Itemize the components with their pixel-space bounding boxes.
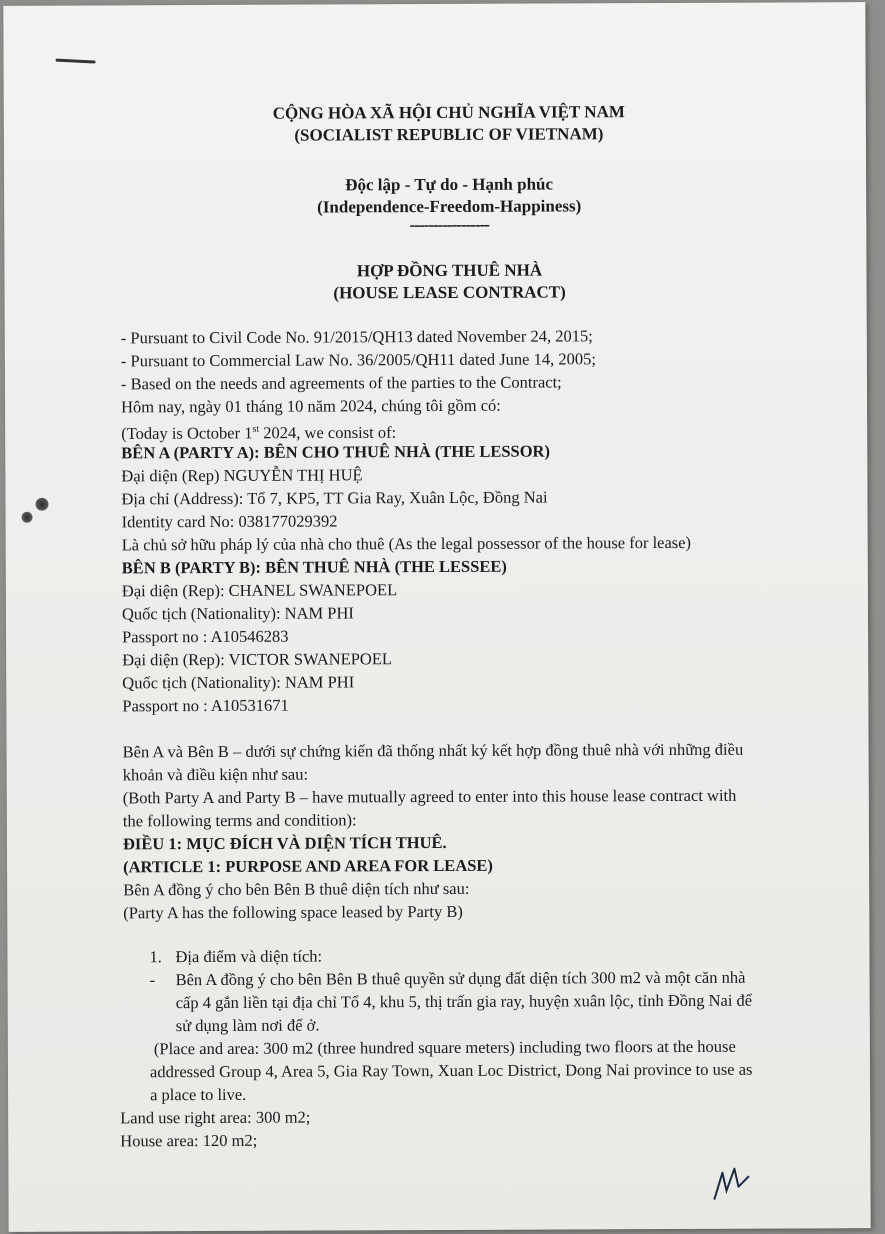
agreement-line: the following terms and condition): xyxy=(122,810,357,831)
today-suffix: 2024, we consist of: xyxy=(259,422,397,443)
article1-intro-en: (Party A has the following space leased by Party B) xyxy=(123,901,463,923)
party-b-rep2: Đại diện (Rep): VICTOR SWANEPOEL xyxy=(122,649,393,670)
bullet-dash: - xyxy=(149,970,156,990)
country-header xyxy=(164,101,735,305)
country-name-en: (SOCIALIST REPUBLIC OF VIETNAM) xyxy=(294,124,604,145)
punch-hole xyxy=(22,512,33,523)
country-name-vi: CỘNG HÒA XÃ HỘI CHỦ NGHĨA VIỆT NAM xyxy=(272,102,625,123)
party-a-heading: BÊN A (PARTY A): BÊN CHO THUÊ NHÀ (THE LESSOR) xyxy=(121,441,550,463)
today-prefix: (Today is October 1 xyxy=(121,423,253,443)
party-a-rep: Đại diện (Rep) NGUYỄN THỊ HUỆ xyxy=(121,465,363,486)
item-label: Địa điểm và diện tích: xyxy=(175,946,323,967)
item-text-en: a place to live. xyxy=(150,1084,247,1105)
party-a-address: Địa chỉ (Address): Tổ 7, KP5, TT Gia Ray, Xuân Lộc, Đồng Nai xyxy=(121,487,548,509)
pen-mark xyxy=(56,59,96,64)
item-text-vi: cấp 4 gắn liền tại địa chỉ Tổ 4, khu 5, thị trấn gia ray, huyện xuân lộc, tỉnh Đồng Nai để xyxy=(175,990,753,1013)
initials-signature xyxy=(708,1161,758,1203)
party-a-possessor: Là chủ sở hữu pháp lý của nhà cho thuê (As the legal possessor of the house for lease) xyxy=(121,532,692,555)
header-divider: ----------------- xyxy=(409,214,489,235)
party-b-rep1: Đại diện (Rep): CHANEL SWANEPOEL xyxy=(121,580,398,601)
preamble-line: - Pursuant to Commercial Law No. 36/2005/QH11 dated June 14, 2005; xyxy=(120,349,596,371)
article1-heading-vi: ĐIỀU 1: MỤC ĐÍCH VÀ DIỆN TÍCH THUÊ. xyxy=(122,832,447,854)
motto-en: (Independence-Freedom-Happiness) xyxy=(317,196,582,217)
party-b-nationality1: Quốc tịch (Nationality): NAM PHI xyxy=(121,603,354,624)
agreement-line: Bên A và Bên B – dưới sự chứng kiến đã thống nhất ký kết hợp đồng thuê nhà với những điều xyxy=(122,739,744,762)
land-use-area: Land use right area: 300 m2; xyxy=(120,1107,311,1128)
preamble-line: Hôm nay, ngày 01 tháng 10 năm 2024, chúng tôi gồm có: xyxy=(121,395,501,417)
today-sup: st xyxy=(252,423,260,435)
punch-hole xyxy=(35,498,48,511)
document-page xyxy=(3,2,870,1232)
party-b-nationality2: Quốc tịch (Nationality): NAM PHI xyxy=(122,672,355,693)
item-text-en: addressed Group 4, Area 5, Gia Ray Town, Xuan Loc District, Dong Nai province to use as xyxy=(149,1059,753,1082)
house-area: House area: 120 m2; xyxy=(120,1130,258,1151)
preamble-line: - Pursuant to Civil Code No. 91/2015/QH13 dated November 24, 2015; xyxy=(120,326,593,348)
party-b-passport2: Passport no : A10531671 xyxy=(122,695,289,716)
article1-heading-en: (ARTICLE 1: PURPOSE AND AREA FOR LEASE) xyxy=(123,855,493,877)
item-text-vi: sử dụng làm nơi để ở. xyxy=(175,1015,320,1036)
article1-intro-vi: Bên A đồng ý cho bên Bên B thuê diện tích như sau: xyxy=(123,878,470,900)
party-b-heading: BÊN B (PARTY B): BÊN THUÊ NHÀ (THE LESSEE) xyxy=(121,556,507,578)
motto-vi: Độc lập - Tự do - Hạnh phúc xyxy=(345,174,554,195)
preamble-line: - Based on the needs and agreements of the parties to the Contract; xyxy=(120,372,562,394)
item-text-vi: Bên A đồng ý cho bên Bên B thuê quyền sử dụng đất diện tích 300 m2 và một căn nhà xyxy=(175,967,746,990)
agreement-line: (Both Party A and Party B – have mutually agreed to enter into this house lease contract with xyxy=(122,785,737,808)
item-text-en: (Place and area: 300 m2 (three hundred square meters) including two floors at the house xyxy=(153,1036,736,1059)
item-number: 1. xyxy=(149,947,162,967)
party-b-passport1: Passport no : A10546283 xyxy=(122,626,289,647)
party-a-id: Identity card No: 038177029392 xyxy=(121,511,338,532)
contract-title-en: (HOUSE LEASE CONTRACT) xyxy=(333,282,566,303)
agreement-line: khoản và điều kiện như sau: xyxy=(122,764,309,785)
contract-title-vi: HỢP ĐỒNG THUÊ NHÀ xyxy=(356,260,543,281)
